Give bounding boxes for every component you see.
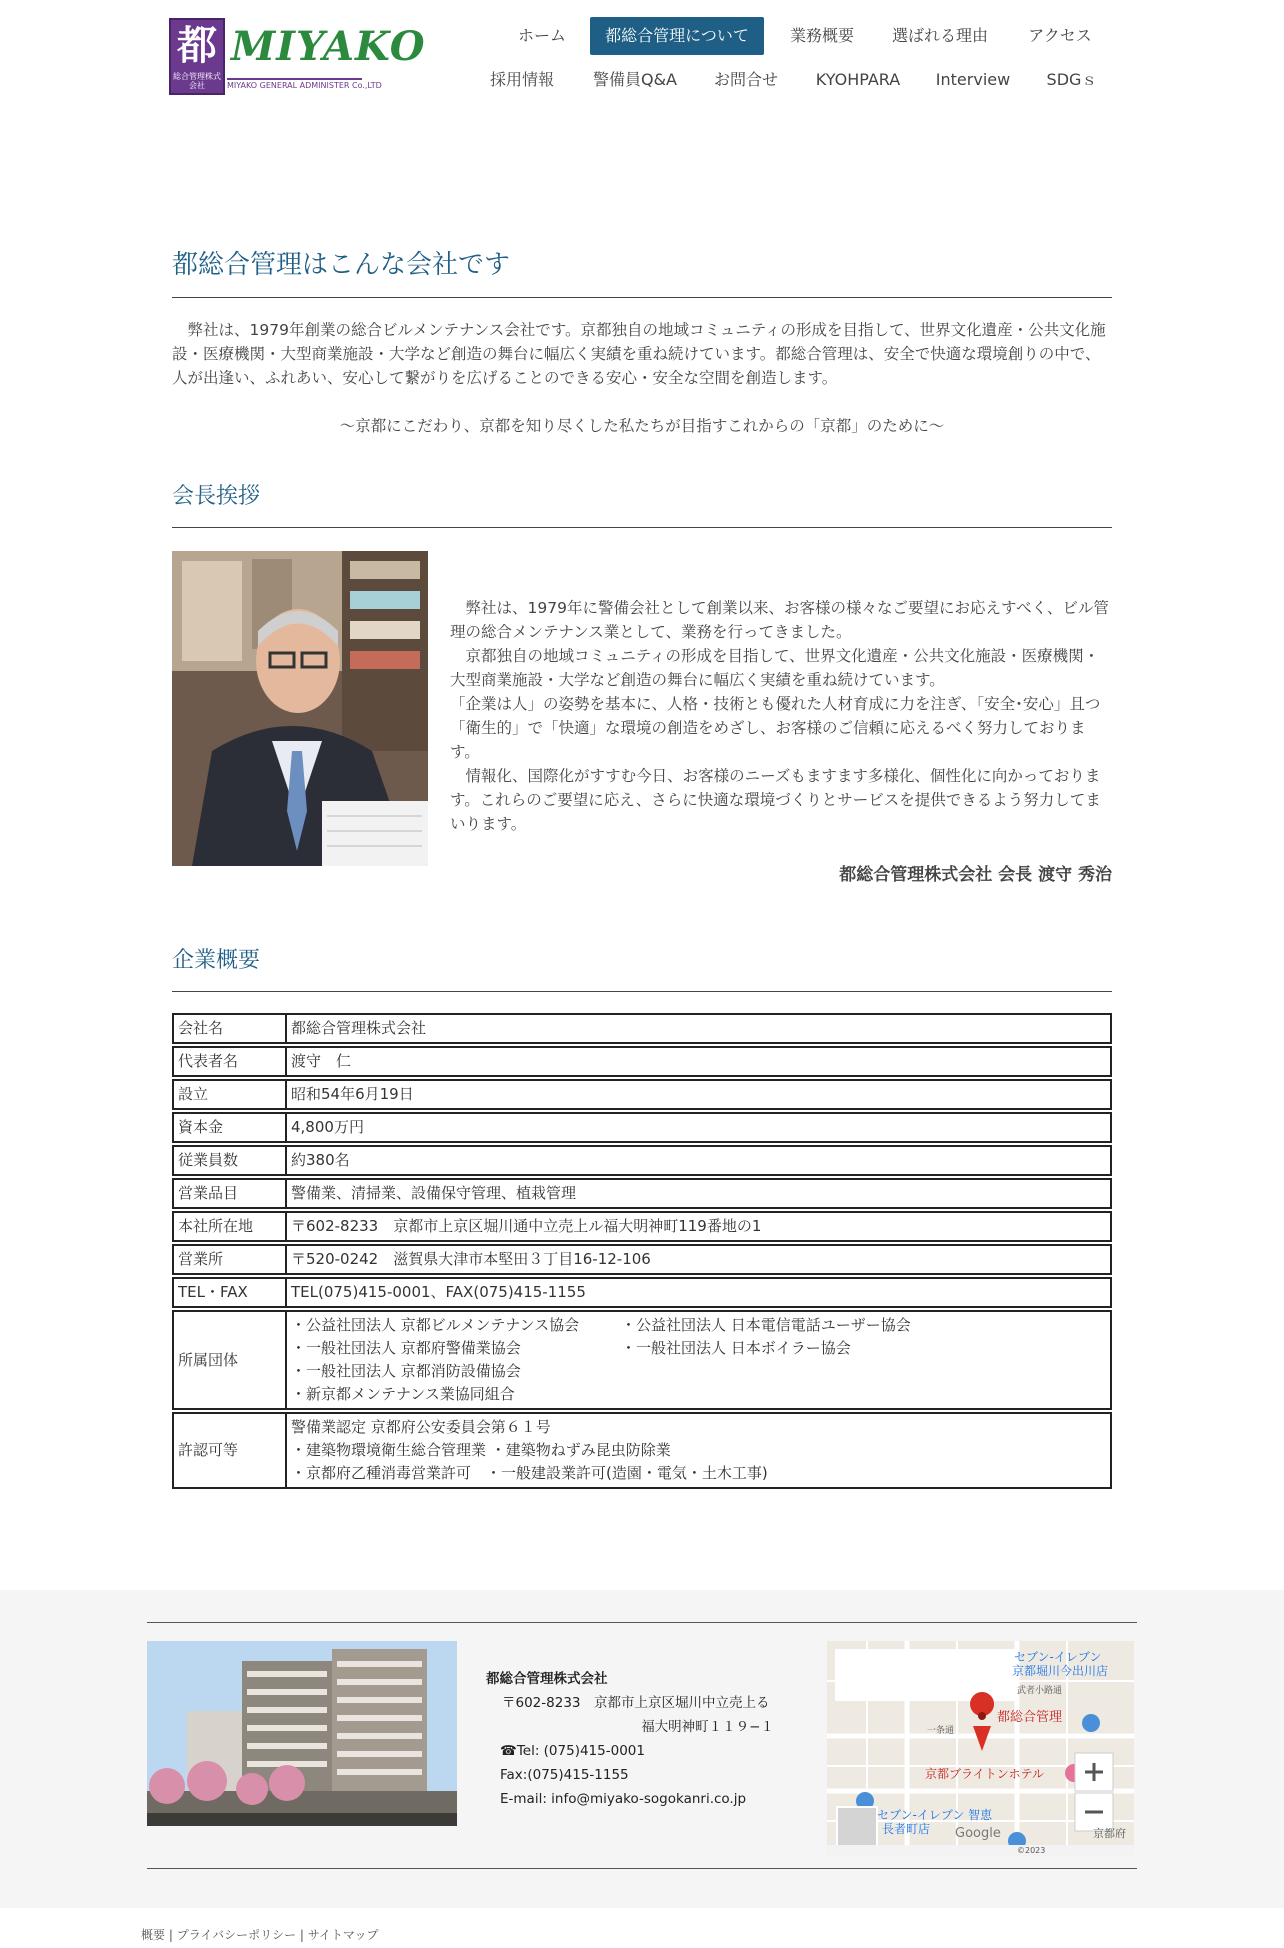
- office-building-photo: [147, 1641, 457, 1826]
- map-label: 京都府: [1093, 1827, 1126, 1840]
- link-privacy[interactable]: プライバシーポリシー: [176, 1928, 297, 1942]
- row-key: TEL・FAX: [172, 1277, 286, 1308]
- nav-contact[interactable]: お問合せ: [713, 70, 778, 89]
- table-row: [172, 1013, 1112, 1044]
- nav-access[interactable]: アクセス: [1028, 26, 1092, 45]
- chairman-photo: [172, 551, 428, 866]
- greeting-paragraph: 「企業は人」の姿勢を基本に、人格・技術とも優れた人材育成に力を注ぎ、「安全･安心」且つ「衛生的」で「快適」な環境の創造をめざし、お客様のご信頼に応えるべく努力しております。: [450, 695, 1101, 761]
- row-value: 警備業、清掃業、設備保守管理、植栽管理: [286, 1178, 1112, 1209]
- row-value: 〒520-0242 滋賀県大津市本堅田３丁目16-12-106: [286, 1244, 1112, 1275]
- row-key: 従業員数: [172, 1145, 286, 1176]
- about-title: 都総合管理はこんな会社です: [172, 250, 511, 280]
- row-value: TEL(075)415-0001、FAX(075)415-1155: [286, 1277, 1112, 1308]
- table-row: [172, 1046, 1112, 1077]
- row-value: 都総合管理株式会社: [286, 1013, 1112, 1044]
- footer-fax: Fax:(075)415-1155: [500, 1767, 629, 1783]
- map-label: 京都堀川今出川店: [1012, 1664, 1109, 1678]
- row-key: 会社名: [172, 1013, 286, 1044]
- groups-list: [291, 1314, 1106, 1406]
- footer-address-line2: 福大明神町１１９−１: [641, 1719, 774, 1735]
- map-label: 一条通: [927, 1726, 955, 1736]
- row-key: 代表者名: [172, 1046, 286, 1077]
- nav-about[interactable]: 都総合管理について: [590, 17, 764, 55]
- table-row: [172, 1310, 1112, 1410]
- google-logo: Google: [955, 1826, 1001, 1841]
- map-canvas[interactable]: [827, 1641, 1134, 1856]
- link-sitemap[interactable]: サイトマップ: [307, 1928, 379, 1942]
- row-value-groups: [286, 1310, 1112, 1410]
- map-pin-label: 都総合管理: [997, 1710, 1063, 1725]
- footer-tel: ☎Tel: (075)415-0001: [500, 1743, 645, 1759]
- site-footer: [0, 1590, 1284, 1908]
- table-row: [172, 1277, 1112, 1308]
- logo-wordmark: MIYAKO: [231, 23, 426, 70]
- group-item: ・一般社団法人 日本ボイラー協会: [621, 1339, 851, 1357]
- overview-title: 企業概要: [172, 948, 261, 973]
- about-body: 弊社は、1979年創業の総合ビルメンテナンス会社です。京都独自の地域コミュニティの形成を目指して、世界文化遺産・公共文化施設・医療機関・大型商業施設・大学など創造の舞台に幅広く実績を重ね続けています。都総合管理は、安全で快適な環境創りの中で、人が出逢い、ふれあい、安心して繋がりを広げることのできる安心・安全な空間を創造します。: [172, 321, 1106, 387]
- row-value: 渡守 仁: [286, 1046, 1112, 1077]
- map-label: セブン-イレブン: [1014, 1650, 1102, 1664]
- logo-mark: [169, 18, 225, 95]
- map-label: 長者町店: [882, 1822, 931, 1836]
- nav-sdgs[interactable]: SDGｓ: [1046, 70, 1098, 89]
- nav-kyohpara[interactable]: KYOHPARA: [815, 70, 901, 89]
- table-row: [172, 1211, 1112, 1242]
- table-row: [172, 1412, 1112, 1489]
- footer-company-name: 都総合管理株式会社: [486, 1671, 608, 1687]
- row-value: 約380名: [286, 1145, 1112, 1176]
- map-label: 武者小路通: [1017, 1686, 1063, 1696]
- greeting-text: [450, 596, 1112, 836]
- footer-email[interactable]: E-mail: info@miyako-sogokanri.co.jp: [500, 1791, 747, 1807]
- nav-interview[interactable]: Interview: [935, 70, 1011, 89]
- group-item: ・新京都メンテナンス業協同組合: [291, 1385, 515, 1403]
- permit-item: 警備業認定 京都府公安委員会第６１号: [291, 1418, 551, 1436]
- overview-divider: [172, 991, 1112, 992]
- logo-kanji: 都: [177, 22, 217, 69]
- group-item: [621, 1383, 951, 1406]
- row-key: 営業所: [172, 1244, 286, 1275]
- group-item: [621, 1360, 951, 1383]
- table-row: [172, 1178, 1112, 1209]
- site-header: [0, 0, 1284, 110]
- link-separator: |: [165, 1928, 177, 1942]
- link-overview[interactable]: 概要: [141, 1928, 166, 1942]
- nav-services[interactable]: 業務概要: [789, 26, 854, 45]
- nav-home[interactable]: ホーム: [517, 26, 566, 45]
- map-label: 京都ブライトンホテル: [925, 1767, 1045, 1781]
- embedded-map[interactable]: [827, 1641, 1134, 1856]
- about-motto: 〜京都にこだわり、京都を知り尽くした私たちが目指すこれからの「京都」のために〜: [339, 417, 945, 435]
- greeting-paragraph: 弊社は、1979年に警備会社として創業以来、お客様の様々なご要望にお応えすべく、ビル管理の総合メンテナンス業として、業務を行ってきました。: [450, 599, 1109, 641]
- map-copyright: ©2023: [1017, 1846, 1046, 1855]
- map-label: セブン-イレブン 智恵: [877, 1808, 993, 1822]
- permit-item: ・建築物環境衛生総合管理業 ・建築物ねずみ昆虫防除業: [291, 1441, 671, 1459]
- company-logo[interactable]: [169, 18, 426, 95]
- row-key: 許認可等: [172, 1412, 286, 1489]
- footer-address-line1: 〒602-8233 京都市上京区堀川中立売上る: [502, 1695, 770, 1711]
- greeting-paragraph: 情報化、国際化がすすむ今日、お客様のニーズもますます多様化、個性化に向かっております。これらのご要望に応え、さらに快適な環境づくりとサービスを提供できるよう努力してまいります。: [450, 767, 1101, 833]
- footer-bottom-rule: [147, 1868, 1137, 1869]
- group-item: ・一般社団法人 京都府警備業協会: [291, 1339, 521, 1357]
- row-key: 営業品目: [172, 1178, 286, 1209]
- group-item: ・公益社団法人 京都ビルメンテナンス協会: [291, 1316, 580, 1334]
- row-key: 本社所在地: [172, 1211, 286, 1242]
- row-key: 資本金: [172, 1112, 286, 1143]
- greeting-title: 会長挨拶: [172, 484, 261, 509]
- group-item: ・公益社団法人 日本電信電話ユーザー協会: [621, 1316, 911, 1334]
- greeting-divider: [172, 527, 1112, 528]
- logo-tagline: MIYAKO GENERAL ADMINISTER Co.,LTD: [227, 78, 362, 92]
- row-value: 〒602-8233 京都市上京区堀川通中立売上ル福大明神町119番地の1: [286, 1211, 1112, 1242]
- row-key: 設立: [172, 1079, 286, 1110]
- chairman-signature: 都総合管理株式会社 会長 渡守 秀治: [839, 865, 1112, 885]
- table-row: [172, 1145, 1112, 1176]
- company-overview-table: [172, 1011, 1112, 1491]
- row-value-permits: [286, 1412, 1112, 1489]
- link-separator: |: [296, 1928, 308, 1942]
- about-divider: [172, 297, 1112, 298]
- permit-item: ・京都府乙種消毒営業許可 ・一般建設業許可(造園・電気・土木工事): [291, 1464, 768, 1482]
- table-row: [172, 1079, 1112, 1110]
- row-value: 昭和54年6月19日: [286, 1079, 1112, 1110]
- nav-guard-qa[interactable]: 警備員Q&A: [592, 70, 678, 89]
- nav-recruit[interactable]: 採用情報: [489, 70, 554, 89]
- row-value: 4,800万円: [286, 1112, 1112, 1143]
- greeting-paragraph: 京都独自の地域コミュニティの形成を目指して、世界文化遺産・公共文化施設・医療機関・大型商業施設・大学など創造の舞台に幅広く実績を重ね続けています。: [450, 647, 1100, 689]
- nav-reasons[interactable]: 選ばれる理由: [891, 26, 988, 45]
- chairman-portrait-image: [172, 551, 428, 866]
- footer-top-rule: [147, 1622, 1137, 1623]
- logo-sub: 総合管理株式会社: [173, 72, 221, 90]
- table-row: [172, 1112, 1112, 1143]
- footer-links: [141, 1926, 378, 1943]
- group-item: ・一般社団法人 京都消防設備協会: [291, 1362, 521, 1380]
- table-row: [172, 1244, 1112, 1275]
- building-image: [147, 1641, 457, 1826]
- footer-company-info: [486, 1667, 786, 1811]
- row-key: 所属団体: [172, 1310, 286, 1410]
